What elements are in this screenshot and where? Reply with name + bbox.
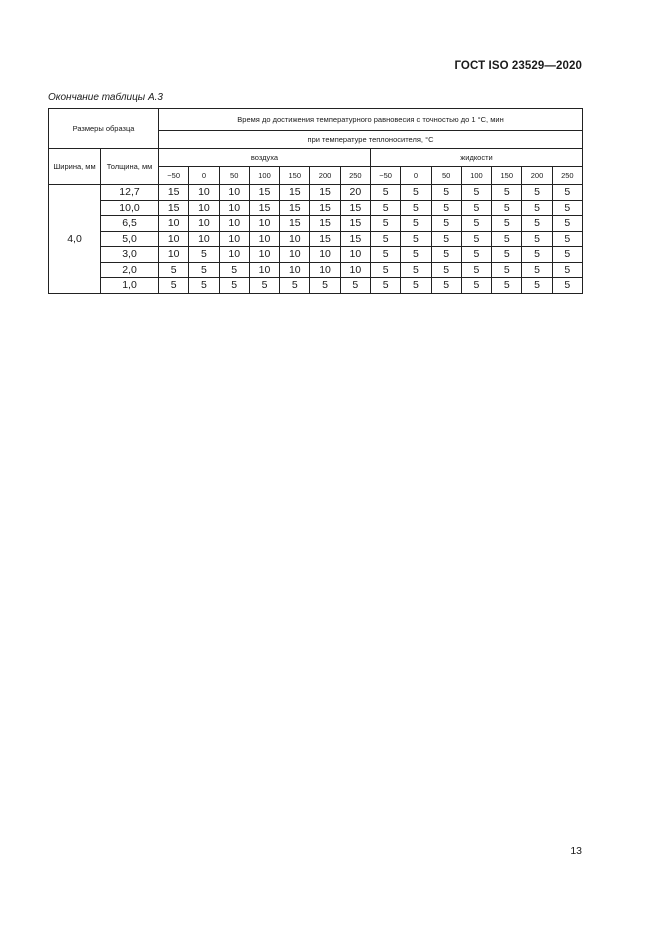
value-cell: 15: [310, 231, 340, 247]
header-sample-sizes: Размеры образца: [49, 109, 159, 149]
value-cell: 15: [159, 185, 189, 201]
header-thickness: Толщина, мм: [101, 149, 159, 185]
value-cell: 10: [159, 216, 189, 232]
value-cell: 15: [280, 185, 310, 201]
table-row: [49, 278, 583, 294]
value-cell: 10: [280, 247, 310, 263]
value-cell: 5: [461, 262, 491, 278]
value-cell: 5: [552, 247, 582, 263]
value-cell: 10: [189, 185, 219, 201]
width-cell: 4,0: [49, 185, 101, 294]
value-cell: 5: [219, 278, 249, 294]
value-cell: 15: [280, 216, 310, 232]
value-cell: 5: [522, 262, 552, 278]
value-cell: 10: [310, 262, 340, 278]
value-cell: 5: [431, 216, 461, 232]
value-cell: 10: [159, 231, 189, 247]
value-cell: 15: [340, 216, 370, 232]
thickness-cell: 10,0: [101, 200, 159, 216]
value-cell: 5: [552, 216, 582, 232]
value-cell: 5: [552, 185, 582, 201]
table-row: [49, 216, 583, 232]
standard-code: ГОСТ ISO 23529—2020: [454, 60, 582, 72]
value-cell: 5: [431, 200, 461, 216]
value-cell: 15: [249, 200, 279, 216]
value-cell: 10: [219, 216, 249, 232]
value-cell: 5: [431, 231, 461, 247]
value-cell: 5: [522, 200, 552, 216]
value-cell: 5: [189, 247, 219, 263]
value-cell: 5: [431, 262, 461, 278]
value-cell: 15: [340, 231, 370, 247]
value-cell: 5: [401, 216, 431, 232]
temp-header-cell: 150: [492, 167, 522, 185]
value-cell: 5: [522, 231, 552, 247]
value-cell: 5: [492, 185, 522, 201]
value-cell: 10: [219, 185, 249, 201]
temp-header-cell: 100: [249, 167, 279, 185]
value-cell: 10: [280, 231, 310, 247]
temp-header-cell: 200: [522, 167, 552, 185]
value-cell: 10: [249, 231, 279, 247]
value-cell: 15: [159, 200, 189, 216]
value-cell: 5: [492, 200, 522, 216]
value-cell: 10: [189, 231, 219, 247]
value-cell: 5: [492, 262, 522, 278]
value-cell: 10: [249, 262, 279, 278]
value-cell: 5: [492, 247, 522, 263]
value-cell: 5: [461, 185, 491, 201]
temp-header-cell: 250: [340, 167, 370, 185]
value-cell: 5: [159, 278, 189, 294]
value-cell: 5: [401, 200, 431, 216]
value-cell: 5: [492, 278, 522, 294]
value-cell: 10: [219, 200, 249, 216]
table-row: [49, 247, 583, 263]
value-cell: 5: [370, 247, 400, 263]
table-caption: Окончание таблицы А.3: [48, 92, 163, 103]
value-cell: 15: [310, 185, 340, 201]
value-cell: 5: [370, 216, 400, 232]
value-cell: 5: [552, 231, 582, 247]
value-cell: 10: [249, 247, 279, 263]
value-cell: 5: [552, 200, 582, 216]
temp-header-cell: −50: [159, 167, 189, 185]
value-cell: 5: [219, 262, 249, 278]
temp-header-cell: 50: [219, 167, 249, 185]
value-cell: 15: [280, 200, 310, 216]
thickness-cell: 2,0: [101, 262, 159, 278]
value-cell: 15: [310, 200, 340, 216]
temp-header-cell: 0: [189, 167, 219, 185]
value-cell: 5: [370, 200, 400, 216]
value-cell: 10: [340, 247, 370, 263]
header-time: Время до достижения температурного равновесия с точностью до 1 °С, мин: [159, 109, 583, 131]
temp-header-cell: 200: [310, 167, 340, 185]
table-row: [49, 185, 583, 201]
value-cell: 20: [340, 185, 370, 201]
value-cell: 10: [189, 200, 219, 216]
value-cell: 5: [461, 200, 491, 216]
header-medium-temp: при температуре теплоносителя, °С: [159, 131, 583, 149]
value-cell: 5: [401, 231, 431, 247]
value-cell: 10: [310, 247, 340, 263]
value-cell: 5: [552, 262, 582, 278]
value-cell: 10: [189, 216, 219, 232]
page-number: 13: [570, 845, 582, 857]
value-cell: 5: [431, 278, 461, 294]
value-cell: 5: [370, 185, 400, 201]
temp-header-cell: 50: [431, 167, 461, 185]
value-cell: 5: [431, 185, 461, 201]
value-cell: 5: [401, 185, 431, 201]
value-cell: 5: [461, 216, 491, 232]
temp-header-cell: 0: [401, 167, 431, 185]
temp-header-cell: 100: [461, 167, 491, 185]
value-cell: 10: [249, 216, 279, 232]
value-cell: 5: [522, 185, 552, 201]
value-cell: 10: [280, 262, 310, 278]
table-row: [49, 231, 583, 247]
table-row: [49, 200, 583, 216]
value-cell: 5: [461, 231, 491, 247]
value-cell: 10: [219, 231, 249, 247]
value-cell: 5: [370, 262, 400, 278]
temp-header-cell: −50: [370, 167, 400, 185]
value-cell: 5: [401, 262, 431, 278]
value-cell: 10: [219, 247, 249, 263]
value-cell: 5: [492, 231, 522, 247]
value-cell: 5: [522, 216, 552, 232]
value-cell: 15: [249, 185, 279, 201]
value-cell: 5: [522, 278, 552, 294]
value-cell: 5: [159, 262, 189, 278]
value-cell: 5: [431, 247, 461, 263]
value-cell: 15: [310, 216, 340, 232]
value-cell: 5: [189, 278, 219, 294]
temp-header-cell: 250: [552, 167, 582, 185]
value-cell: 5: [461, 247, 491, 263]
data-table: [48, 108, 583, 294]
value-cell: 5: [552, 278, 582, 294]
thickness-cell: 1,0: [101, 278, 159, 294]
value-cell: 5: [370, 278, 400, 294]
thickness-cell: 5,0: [101, 231, 159, 247]
thickness-cell: 12,7: [101, 185, 159, 201]
value-cell: 5: [340, 278, 370, 294]
temp-header-cell: 150: [280, 167, 310, 185]
value-cell: 5: [370, 231, 400, 247]
table-row: [49, 262, 583, 278]
value-cell: 5: [249, 278, 279, 294]
value-cell: 5: [492, 216, 522, 232]
thickness-cell: 3,0: [101, 247, 159, 263]
value-cell: 5: [522, 247, 552, 263]
value-cell: 10: [340, 262, 370, 278]
value-cell: 5: [280, 278, 310, 294]
value-cell: 15: [340, 200, 370, 216]
header-width: Ширина, мм: [49, 149, 101, 185]
value-cell: 5: [310, 278, 340, 294]
value-cell: 5: [401, 247, 431, 263]
value-cell: 5: [189, 262, 219, 278]
value-cell: 10: [159, 247, 189, 263]
thickness-cell: 6,5: [101, 216, 159, 232]
value-cell: 5: [401, 278, 431, 294]
header-air: воздуха: [159, 149, 371, 167]
header-liquid: жидкости: [370, 149, 582, 167]
value-cell: 5: [461, 278, 491, 294]
